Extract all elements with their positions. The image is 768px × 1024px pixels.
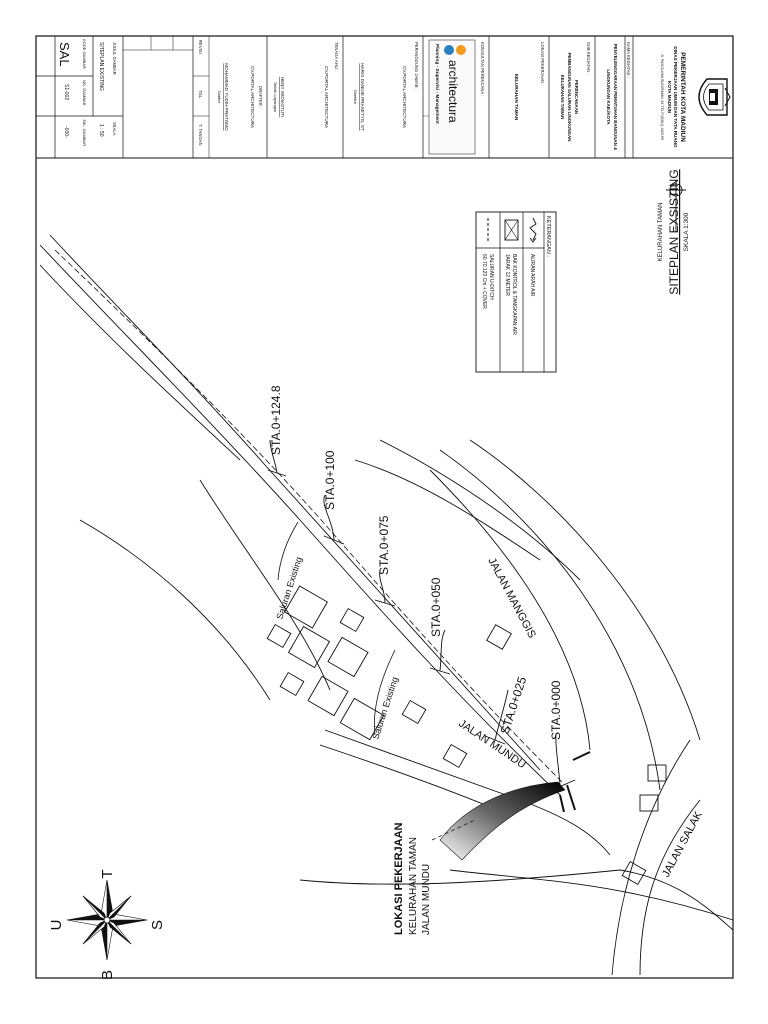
legend-item-ditch-2: 60.70.120 Cm + COVER (481, 254, 487, 309)
program-line-2: LINGKUNGAN KAB./KOTA (606, 69, 611, 125)
compass-rose-icon (48, 869, 166, 980)
scale-value: 1 : 50 (98, 124, 104, 137)
agency-address: Jl. PANGLIMA SUDIRMAN 46 TELP.(0351) 462199 (660, 53, 664, 141)
revision-date-col: TGL (198, 90, 203, 99)
compass-east-label: T (99, 869, 116, 879)
subactivity-label: SUB KEGIATAN : (586, 42, 591, 75)
location-label: LOKASI PEKERJAAN : (540, 42, 545, 86)
drawing-title-value: SITEPLAN EXISTING (98, 42, 104, 91)
legend-item-ditch-1: SALURAN U-DITCH (488, 254, 494, 300)
legend-item-box-2: JARAK 12 METER (504, 254, 510, 296)
subactivity-line-1: PERENCANAAN (574, 79, 579, 115)
agency-line-2: DINAS PEKERJAAN UMUM DAN TATA RUANG (673, 46, 678, 148)
work-location-title: LOKASI PEKERJAAN (393, 822, 405, 935)
sheet-no-value: S1-002 (63, 84, 69, 101)
expert-name: HENY WIDIASTUTI (280, 76, 285, 118)
director-name: HARIS DANDIE PRASETYO, ST (360, 63, 365, 131)
culvert (560, 752, 590, 812)
code-label: KODE GAMBAR (82, 39, 87, 69)
expert-firm: CV.PORTAL ARCHITECTURA (324, 65, 329, 129)
drafter-name: MOHAMMAD YUDIH PRATOMO (224, 63, 229, 131)
station-label: STA.0+025 (497, 675, 530, 736)
site-map (40, 169, 733, 980)
work-location-sub-1: KELURAHAN TAMAN (408, 837, 419, 935)
drafter-firm: CV.PORTAL ARCHITECTURA (250, 65, 255, 129)
code-value: SAL (57, 42, 72, 67)
sheet-border (36, 36, 733, 981)
legend-item-flow: ALIRAN ARAH AIR (529, 254, 535, 297)
sheet-count-label: JML. GAMBAR (82, 119, 87, 147)
sheet-count-value: -000- (63, 126, 69, 138)
expert-label: TENAGA AHLI : (334, 42, 339, 72)
program-line-1: PENYELENGGARAAN PEMATUHAN BANGUNAN & (613, 43, 618, 151)
road-name-mundu: JALAN MUNDU (456, 717, 528, 772)
designer-label: PERANGGUNG JAWAB : (414, 42, 419, 90)
existing-channel-label: Saluran Existing (274, 555, 305, 621)
drawing-title-label: JUDUL GAMBAR (112, 42, 117, 75)
map-scale: SKALA 1:300 (683, 212, 690, 252)
channel-line (55, 250, 565, 785)
compass-north-label: U (48, 919, 65, 931)
title-block (36, 36, 730, 158)
subactivity-line-2: PEMBANGUNAN SALURAN LINGKUNGAN (567, 52, 572, 142)
legend-item-box-1: BAK KONTROL & TANGKAPAN AIR (511, 254, 517, 335)
expert-role: Teknik Lapangan (273, 81, 278, 113)
station-label: STA.0+124.8 (269, 385, 283, 455)
agency-line-1: PEMERINTAH KOTA MADIUN (679, 52, 686, 142)
consultant-label: KONSULTAN PERENCANA : (480, 42, 485, 97)
flow-arrow-icon (530, 218, 536, 240)
map-title: SITEPLAN EXSISTING (667, 169, 681, 295)
agency-line-3: KOTA MADIUN (667, 80, 672, 114)
revision-sign-col: T. TANGAN (198, 124, 203, 146)
scale-label: SKALA (112, 122, 117, 136)
revision-col: REVISI (198, 40, 203, 54)
program-label: NAMA KEGIATAN : (626, 42, 631, 78)
station-label: STA.0+100 (323, 450, 337, 510)
logo-brand: architectura (446, 60, 460, 123)
legend-box (476, 212, 556, 372)
control-box-icon (505, 220, 518, 240)
compass-south-label: S (149, 919, 166, 931)
station-label: STA.0+000 (549, 680, 563, 740)
station-ticks (268, 440, 575, 790)
director-role: Direktur (353, 89, 358, 105)
road-name-salak: JALAN SALAK (660, 809, 705, 880)
road-name-manggis: JALAN MANGGIS (485, 555, 538, 641)
drafter-role: Drafter (217, 90, 222, 104)
logo-tagline: Planning - Supervisi - Management (434, 44, 439, 124)
map-title-top: KELURAHAN TAMAN (658, 202, 664, 262)
station-label: STA.0+050 (429, 577, 443, 637)
sheet-no-label: NO. GAMBAR (82, 80, 87, 106)
drafter-label: DRAFTER : (258, 85, 263, 109)
compass-west-label: B (99, 969, 116, 981)
revision-table (193, 36, 209, 158)
city-emblem-logo (699, 79, 730, 115)
location-value: KELURAHAN TAMAN (514, 73, 519, 121)
designer-firm: CV.PORTAL ARCHITECTURA (402, 65, 407, 129)
portal-architectura-logo (429, 40, 475, 154)
station-label: STA.0+075 (377, 515, 391, 575)
existing-channel-label: Saluran Existing (370, 675, 401, 741)
legend-title: KETERANGAN : (545, 216, 551, 257)
subactivity-line-3: KELURAHAN TAMAN (560, 74, 565, 120)
work-location-sub-2: JALAN MUNDU (421, 863, 432, 935)
